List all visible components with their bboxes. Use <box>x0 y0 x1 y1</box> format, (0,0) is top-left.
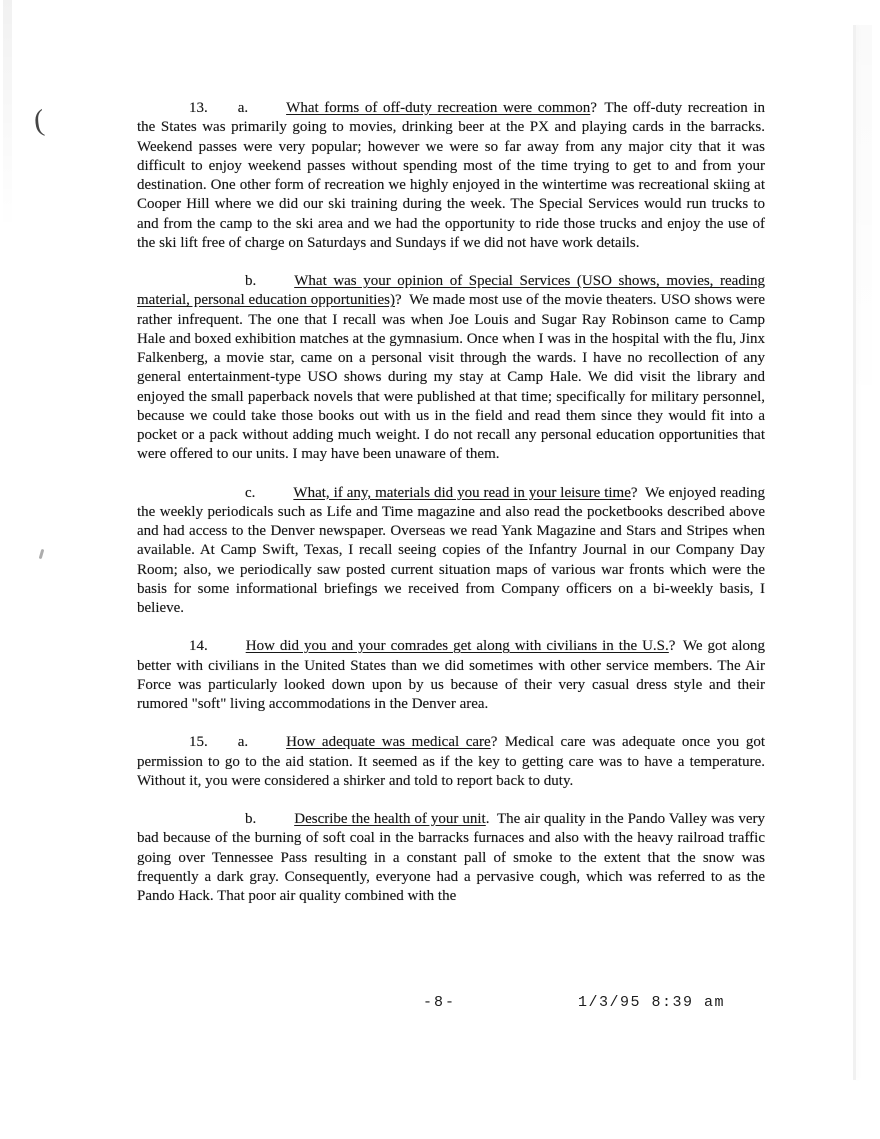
first-line-indent <box>137 111 189 112</box>
answer-text: ? We got along better with civilians in the United States than we did sometimes with other service members. The Air Force was particularly looked down upon by us because of their very casual dress style and their rumored "soft" living accommodations in the Denver area. <box>137 638 765 712</box>
item-number: 15. <box>189 734 208 751</box>
tab-spacer <box>208 649 246 650</box>
item-letter: b. <box>245 273 257 289</box>
item-letter: c. <box>245 484 256 501</box>
answer-text: ? The off-duty recreation in the States was primarily going to movies, drinking beer at the PX and playing cards in the barracks. Weekend passes were very popular; however we were so far away from any major city that it was difficult to enjoy weekend passes without spending most of the time trying to get to and from your destination. One other form of recreation we highly enjoyed in the wintertime was recreational skiing at Cooper Hill where we did our ski training during the week. The Special Services would run trucks to and from the camp to the ski area and we had the opportunity to ride those trucks and enjoy the use of the ski lift free of charge on Saturdays and Sundays if we did not have work details. <box>137 100 765 251</box>
underlined-question: How adequate was medical care <box>286 734 491 751</box>
underlined-question: What, if any, materials did you read in your leisure time <box>293 484 631 501</box>
underlined-question: How did you and your comrades get along with civilians in the U.S. <box>245 638 669 655</box>
timestamp: 1/3/95 8:39 am <box>578 994 726 1011</box>
paragraph-14 <box>137 637 765 714</box>
scan-artifact-right-band <box>856 25 872 425</box>
answer-text: . The air quality in the Pando Valley was very bad because of the burning of soft coal in the barracks furnaces and also with the heavy railroad traffic going over Tennessee Pass resulting in a constant pall of smoke to the extent that the snow was frequently a dark gray. Consequently, everyone had a pervasive cough, which was referred to as the Pando Hack. That poor air quality combined with the <box>137 811 766 904</box>
item-number: 14. <box>189 638 208 655</box>
faint-margin-mark <box>39 549 45 559</box>
paragraph-15a <box>137 733 765 791</box>
first-line-indent <box>137 822 245 823</box>
first-line-indent <box>137 649 189 650</box>
tab-spacer <box>208 745 238 746</box>
tab-spacer <box>248 111 286 112</box>
first-line-indent <box>137 496 245 497</box>
tab-spacer <box>256 284 294 285</box>
tab-spacer <box>256 822 294 823</box>
handwritten-paren-mark: ( <box>32 103 46 138</box>
paragraph-13a <box>137 99 765 253</box>
answer-text: ? Medical care was adequate once you got permission to go to the aid station. It seemed as if the key to getting care was to have a temperature. Without it, you were considered a shirker and told to report back to duty. <box>137 734 765 789</box>
underlined-question: Describe the health of your unit <box>294 811 486 827</box>
scan-artifact-left-edge <box>3 0 12 230</box>
tab-spacer <box>248 745 286 746</box>
paragraph-13b <box>137 272 765 465</box>
item-number: 13. <box>189 100 208 116</box>
page-number: -8- <box>423 994 457 1011</box>
tab-spacer <box>208 111 238 112</box>
item-letter: a. <box>237 734 249 751</box>
tab-spacer <box>255 496 293 497</box>
answer-text: ? We made most use of the movie theaters. USO shows were rather infrequent. The one that I recall was when Joe Louis and Sugar Ray Robinson came to Camp Hale and boxed exhibition matches at the gymnasium. Once when I was in the hospital with the flu, Jinx Falkenberg, a movie star, came on a personal visit through the wards. I have no recollection of any general entertainment-type USO shows during my stay at Camp Hale. We did visit the library and enjoyed the small paperback novels that were published at that time; specifically for military personnel, because we could take those books out with us in the field and read them since they would fit into a pocket or a pack without adding much weight. I do not recall any personal education opportunities that were offered to our units. I may have been unaware of them. <box>137 292 765 463</box>
paragraph-15b <box>137 810 765 906</box>
first-line-indent <box>137 745 189 746</box>
underlined-question: What forms of off-duty recreation were common <box>286 100 591 116</box>
paragraph-13c <box>137 484 765 619</box>
item-letter: a. <box>237 100 249 116</box>
item-letter: b. <box>245 811 257 827</box>
answer-text: ? We enjoyed reading the weekly periodicals such as Life and Time magazine and also read the pocketbooks described above and had access to the Denver newspaper. Overseas we read Yank Magazine and Stars and Stripes when available. At Camp Swift, Texas, I recall seeing copies of the Infantry Journal in our Company Day Room; also, we periodically saw posted current situation maps of various war fronts which were the basis for some informational briefings we received from Company officers on a bi-weekly basis, I believe. <box>137 484 765 616</box>
first-line-indent <box>137 284 245 285</box>
document-body <box>137 99 765 906</box>
underlined-question: What was your opinion of Special Services (USO shows, movies, reading material, personal education opportunities) <box>137 273 765 309</box>
